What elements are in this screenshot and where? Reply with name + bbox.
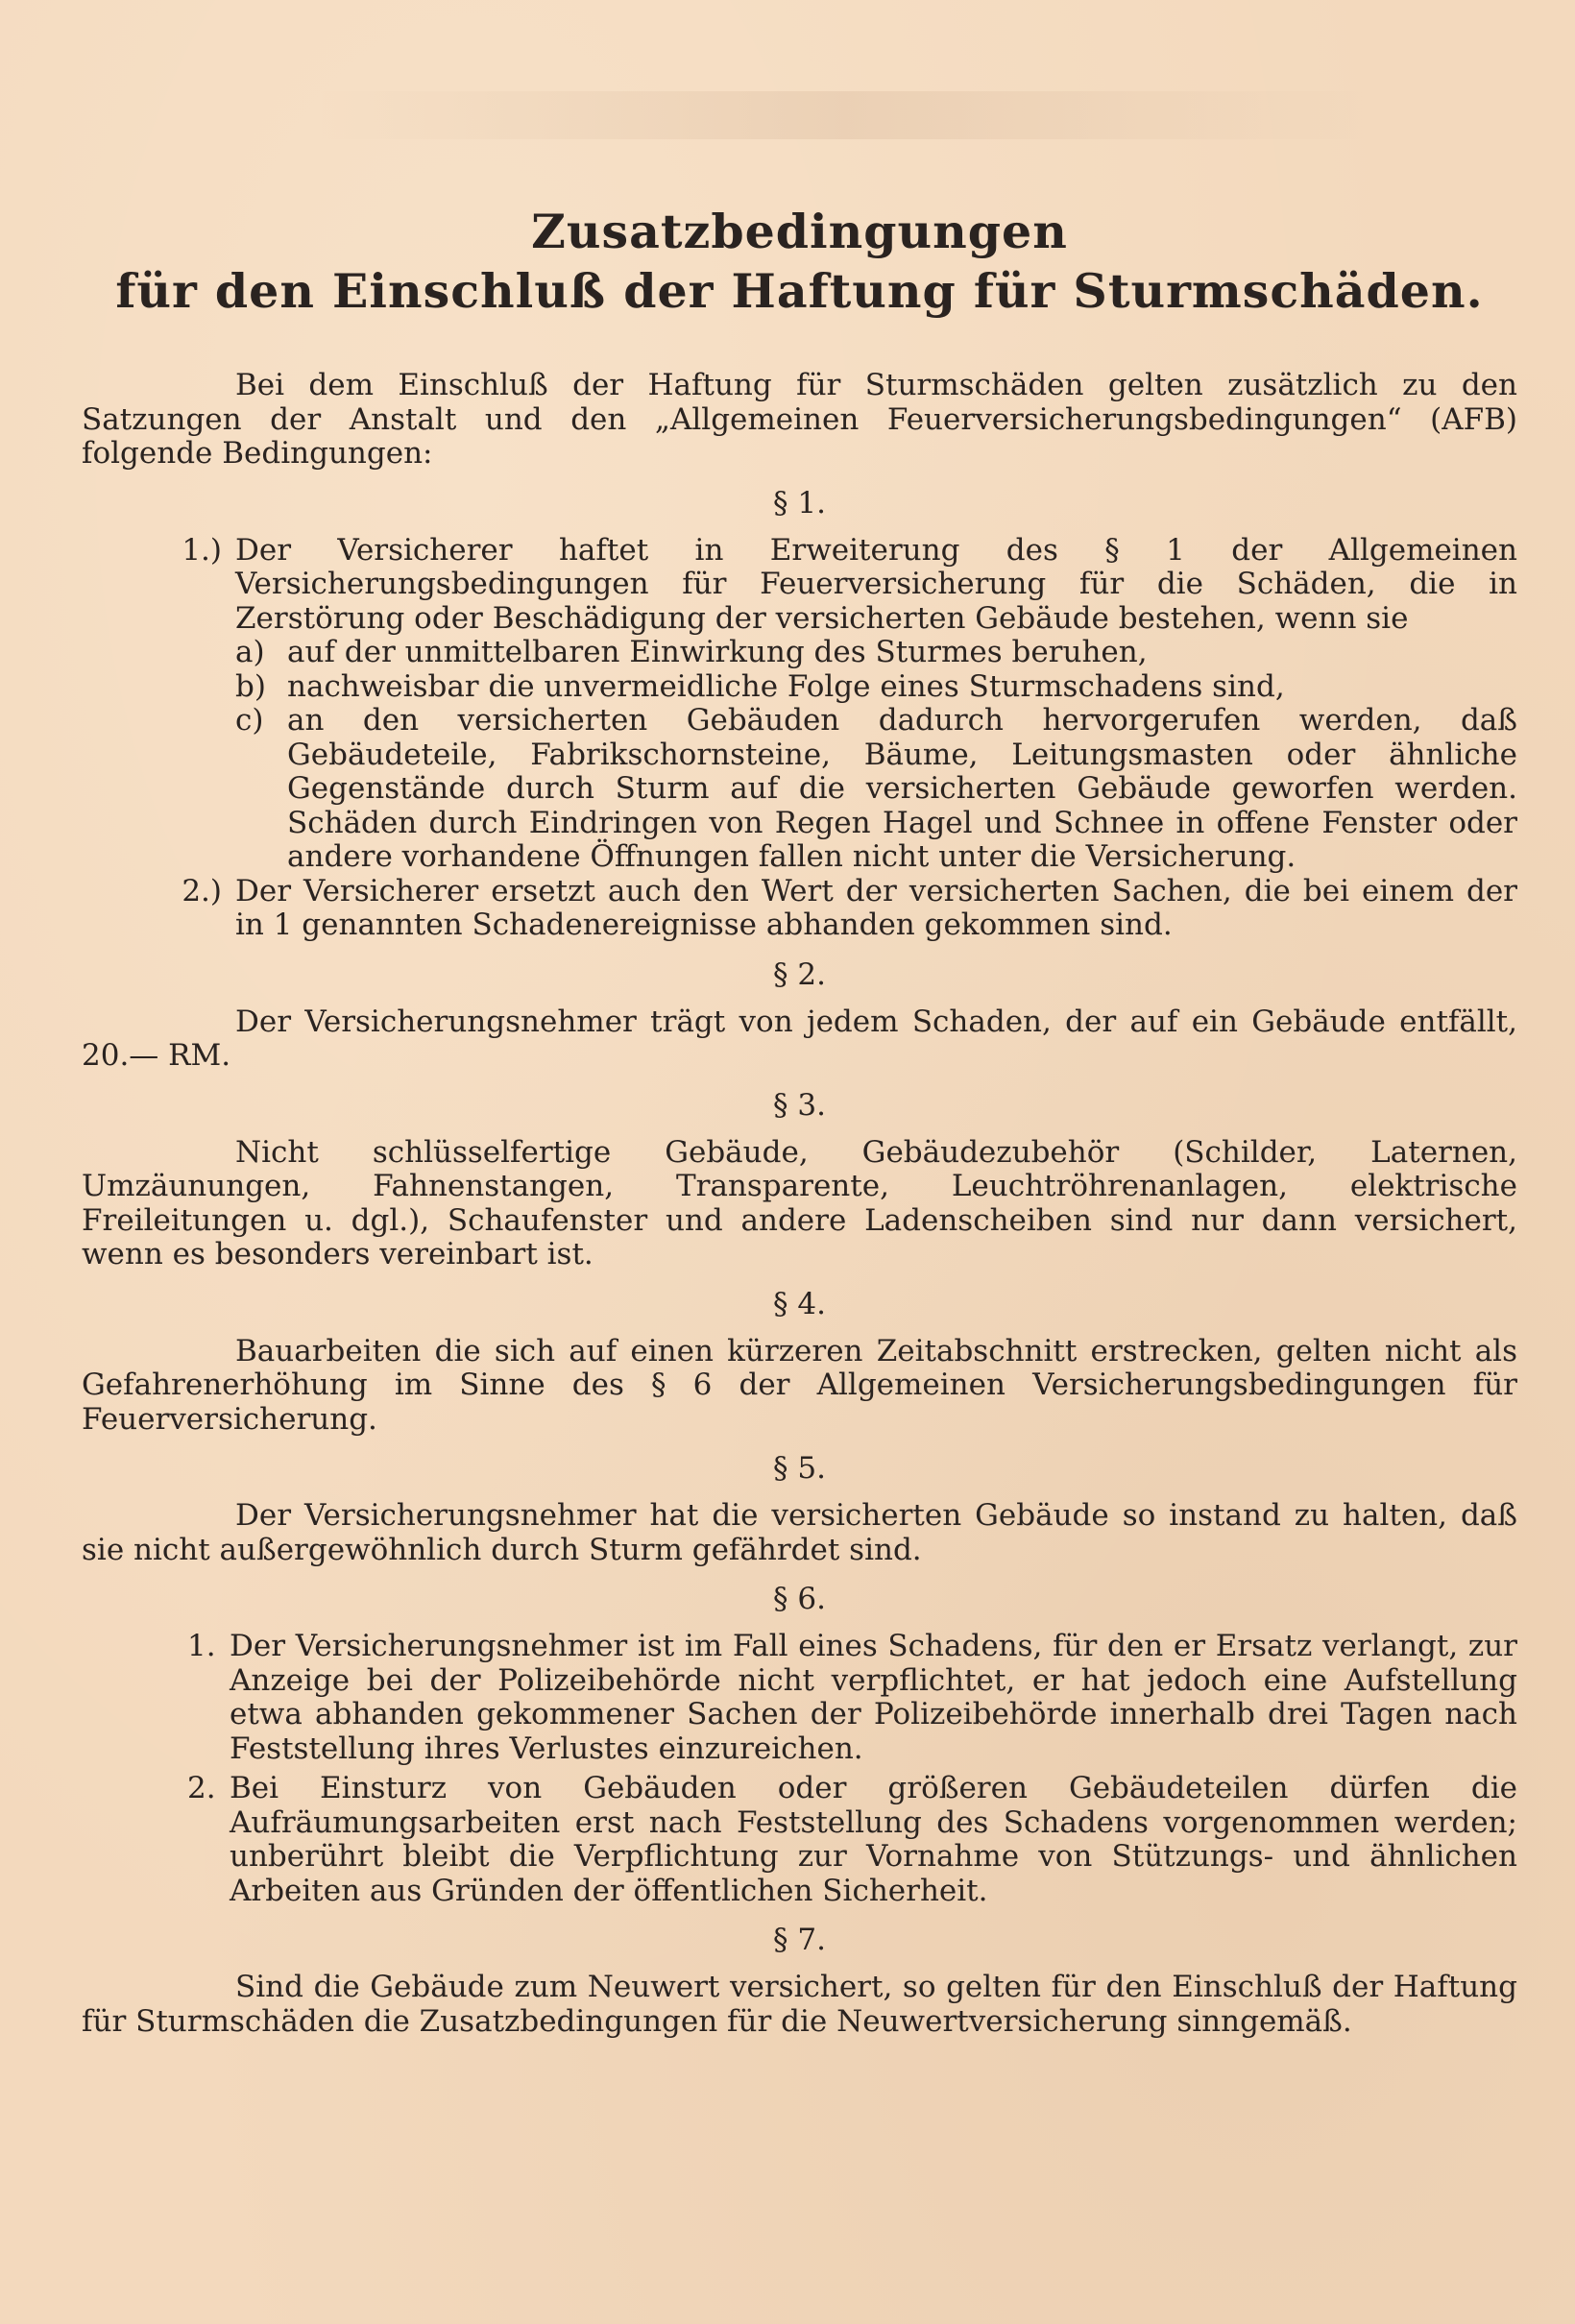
section-1-item-a	[235, 636, 1517, 670]
section-6-item-2	[187, 1772, 1517, 1908]
document-body	[82, 202, 1517, 2039]
item-text: Der Versicherer haftet in Erweiterung des § 1 der Allgemeinen Versicherungsbedingungen für Feuerversicherung für die Schäden, die in Zerstörung oder Beschädigung der versicherten Gebäude bestehen, wenn sie	[235, 532, 1517, 636]
document-title	[82, 202, 1517, 321]
section-1-item-b	[235, 670, 1517, 705]
section-3-text: Nicht schlüsselfertige Gebäude, Gebäudezubehör (Schilder, Laternen, Umzäunungen, Fahnenstangen, Transparente, Leuchtröhrenanlagen, elektrische Freileitungen u. dgl.), Schaufenster und andere Ladenscheiben sind nur dann versichert, wenn es besonders vereinbart ist.	[82, 1134, 1517, 1271]
section-7-text: Sind die Gebäude zum Neuwert versichert, so gelten für den Einschluß der Haftung für Sturmschäden die Zusatzbedingungen für die Neuwertversicherung sinngemäß.	[82, 1970, 1517, 2039]
item-text: Der Versicherungsnehmer ist im Fall eines Schadens, für den er Ersatz verlangt, zur Anzeige bei der Polizeibehörde nicht verpflichtet, er hat jedoch eine Aufstellung etwa abhanden gekommener Sachen der Polizeibehörde innerhalb drei Tagen nach Feststellung ihres Verlustes einzureichen.	[230, 1629, 1517, 1766]
item-number: 1.)	[182, 532, 222, 568]
item-number: 1.	[187, 1629, 216, 1663]
item-letter: c)	[235, 703, 264, 738]
item-text: nachweisbar die unvermeidliche Folge eines Sturmschadens sind,	[287, 668, 1285, 704]
title-line-1: Zusatzbedingungen	[531, 204, 1068, 259]
intro-paragraph: Bei dem Einschluß der Haftung für Sturmschäden gelten zusätzlich zu den Satzungen der Anstalt und den „Allgemeinen Feuerversicherungsbedingungen“ (AFB) folgende Bedingungen:	[82, 368, 1517, 471]
faded-header-shadow	[317, 91, 1373, 139]
section-1-item-1	[82, 534, 1517, 637]
section-2-heading: § 2.	[773, 956, 826, 992]
section-1-item-c	[235, 704, 1517, 875]
section-7-heading: § 7.	[773, 1923, 826, 1957]
item-text: auf der unmittelbaren Einwirkung des Sturmes beruhen,	[287, 635, 1148, 669]
item-letter: a)	[235, 635, 265, 669]
section-4-heading: § 4.	[773, 1286, 826, 1321]
section-5-heading: § 5.	[773, 1451, 826, 1486]
section-6-heading: § 6.	[773, 1582, 826, 1616]
title-line-2: für den Einschluß der Haftung für Sturmschäden.	[115, 263, 1484, 319]
item-letter: b)	[235, 668, 266, 704]
item-text: Bei Einsturz von Gebäuden oder größeren Gebäudeteilen dürfen die Aufräumungsarbeiten erst nach Feststellung des Schadens vorgenommen werden; unberührt bleibt die Verpflichtung zur Vornahme von Stützungs- und ähnlichen Arbeiten aus Gründen der öffentlichen Sicherheit.	[230, 1771, 1517, 1908]
section-5-text: Der Versicherungsnehmer hat die versicherten Gebäude so instand zu halten, daß sie nicht außergewöhnlich durch Sturm gefährdet sind.	[82, 1498, 1517, 1567]
section-6-item-1	[187, 1630, 1517, 1766]
section-2-text: Der Versicherungsnehmer trägt von jedem Schaden, der auf ein Gebäude entfällt, 20.— RM.	[82, 1004, 1517, 1073]
section-3-heading: § 3.	[773, 1087, 826, 1123]
section-1-item-2	[82, 875, 1517, 943]
section-4-text: Bauarbeiten die sich auf einen kürzeren Zeitabschnitt erstrecken, gelten nicht als Gefahrenerhöhung im Sinne des § 6 der Allgemeinen Versicherungsbedingungen für Feuerversicherung.	[82, 1333, 1517, 1437]
item-number: 2.)	[182, 873, 222, 908]
item-text: Der Versicherer ersetzt auch den Wert der versicherten Sachen, die bei einem der in 1 genannten Schadenereignisse abhanden gekommen sind.	[235, 873, 1517, 942]
section-1-heading: § 1.	[773, 485, 826, 520]
item-number: 2.	[187, 1771, 216, 1805]
item-text: an den versicherten Gebäuden dadurch hervorgerufen werden, daß Gebäudeteile, Fabrikschornsteine, Bäume, Leitungsmasten oder ähnliche Gegenstände durch Sturm auf die versicherten Gebäude geworfen werden. Schäden durch Eindringen von Regen Hagel und Schnee in offene Fenster oder andere vorhandene Öffnungen fallen nicht unter die Versicherung.	[287, 703, 1517, 874]
